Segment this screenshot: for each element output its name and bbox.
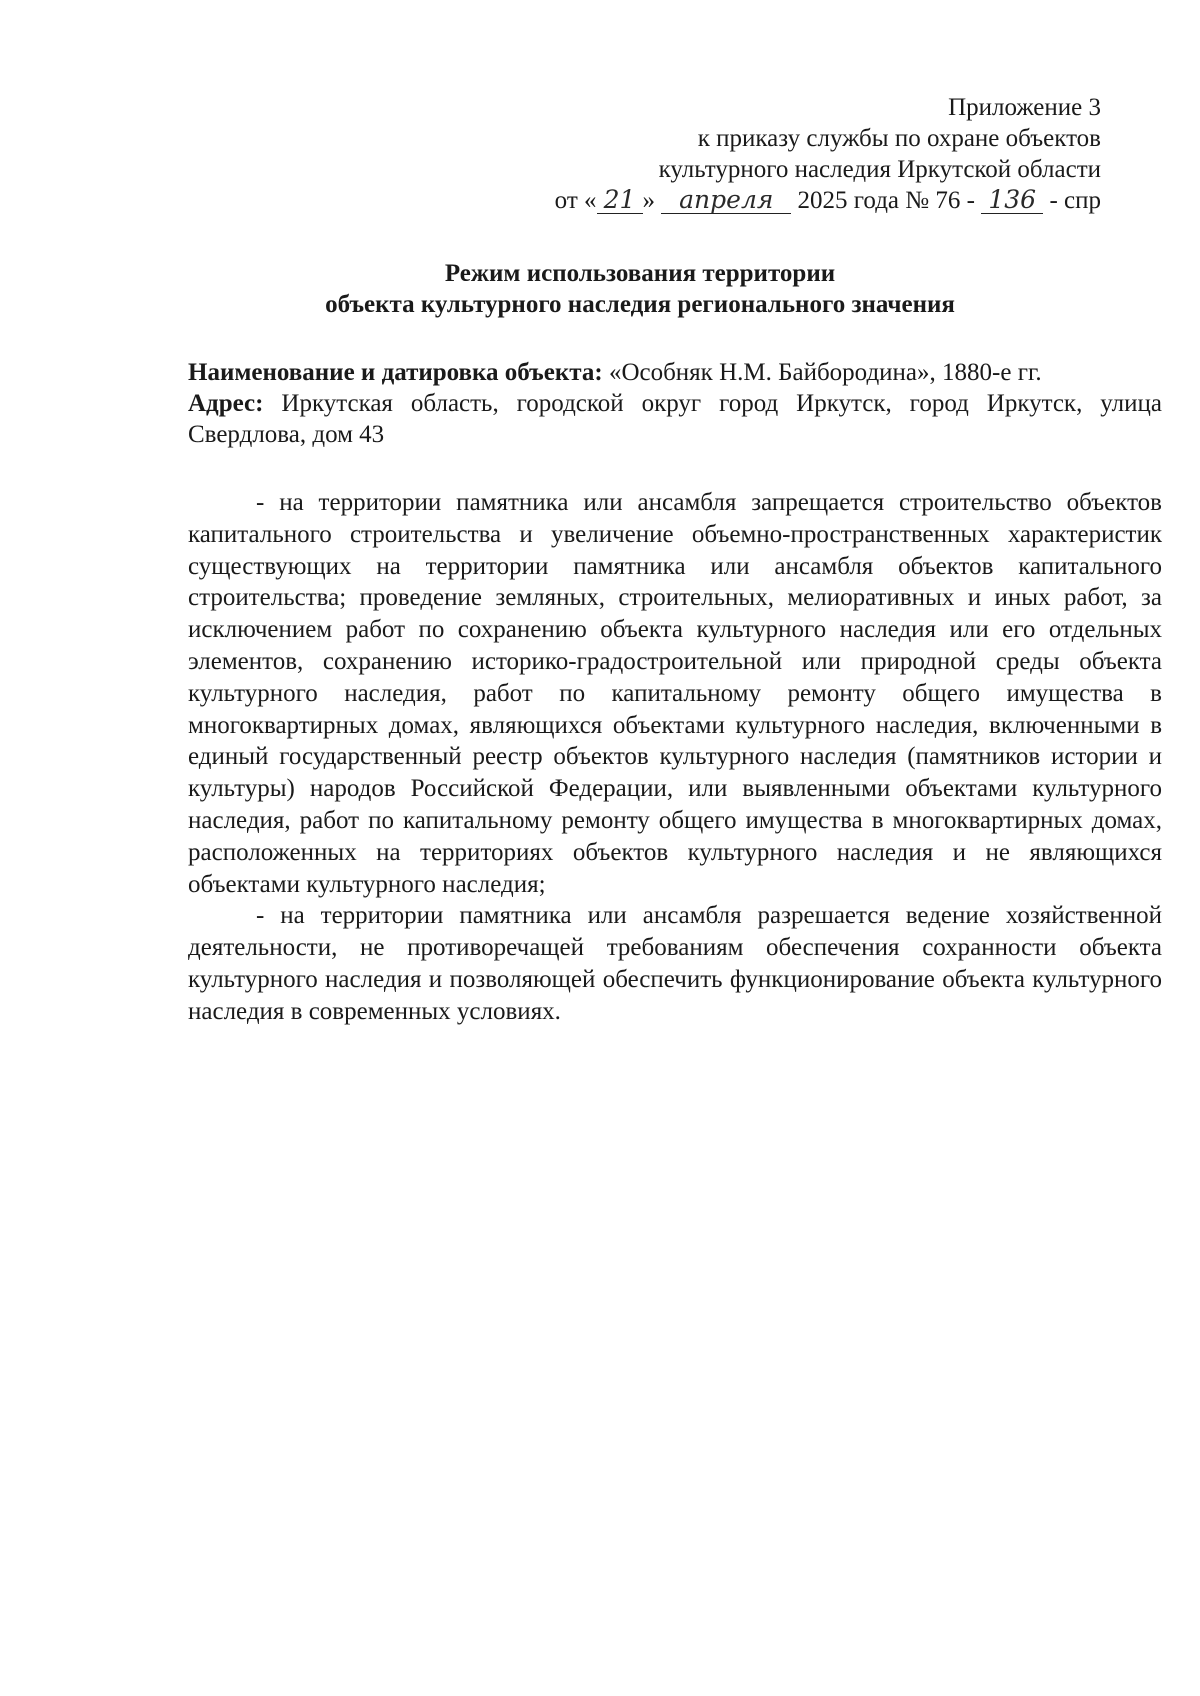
- document-title: [180, 258, 1100, 320]
- appendix-authority: культурного наследия Иркутской области: [658, 156, 1101, 183]
- appendix-header: [401, 92, 1101, 216]
- date-quote-close: »: [642, 187, 656, 214]
- permission-paragraph: - на территории памятника или ансамбля разрешается ведение хозяйственной деятельности, не противоречащей требованиям обеспечения сохранности объекта культурного наследия и позволяющей обеспечить функционирование объекта культурного наследия в современных условиях.: [188, 902, 1162, 1025]
- handwritten-day: 21: [597, 187, 643, 214]
- object-name-value: «Особняк Н.М. Байбородина», 1880-е гг.: [608, 359, 1042, 386]
- date-year-number: 2025 года № 76 -: [797, 187, 975, 214]
- object-name-label: Наименование и датировка объекта:: [188, 359, 603, 386]
- date-prefix: от «: [554, 187, 597, 214]
- title-line-1: Режим использования территории: [444, 260, 836, 287]
- handwritten-order-number: 136: [981, 187, 1043, 214]
- object-address-value: Иркутская область, городской округ город Иркутск, город Иркутск, улица Свердлова, дом 43: [188, 390, 1163, 448]
- handwritten-month: апреля: [661, 187, 791, 214]
- object-address-label: Адрес:: [188, 390, 264, 417]
- regime-body: [188, 487, 1162, 1028]
- object-name-row: [188, 357, 1162, 388]
- appendix-order-ref: к приказу службы по охране объектов: [697, 125, 1101, 152]
- title-line-2: объекта культурного наследия регионального значения: [325, 291, 955, 318]
- appendix-date-line: [401, 185, 1101, 216]
- order-suffix: - спр: [1049, 187, 1101, 214]
- appendix-title: Приложение 3: [948, 94, 1101, 121]
- object-address-row: [188, 388, 1162, 450]
- prohibition-paragraph: - на территории памятника или ансамбля запрещается строительство объектов капитального строительства и увеличение объемно-пространственных характеристик существующих на территории памятника или ансамбля объектов капитального строительства; проведение земляных, строительных, мелиоративных и иных работ, за исключением работ по сохранению объекта культурного наследия или его отдельных элементов, сохранению историко-градостроительной или природной среды объекта культурного наследия, работ по капитальному ремонту общего имущества в многоквартирных домах, являющихся объектами культурного наследия, включенными в единый государственный реестр объектов культурного наследия (памятников истории и культуры) народов Российской Федерации, или выявленными объектами культурного наследия, работ по капитальному ремонту общего имущества в многоквартирных домах, расположенных на территориях объектов культурного наследия и не являющихся объектами культурного наследия;: [188, 489, 1162, 898]
- object-info: [188, 357, 1162, 450]
